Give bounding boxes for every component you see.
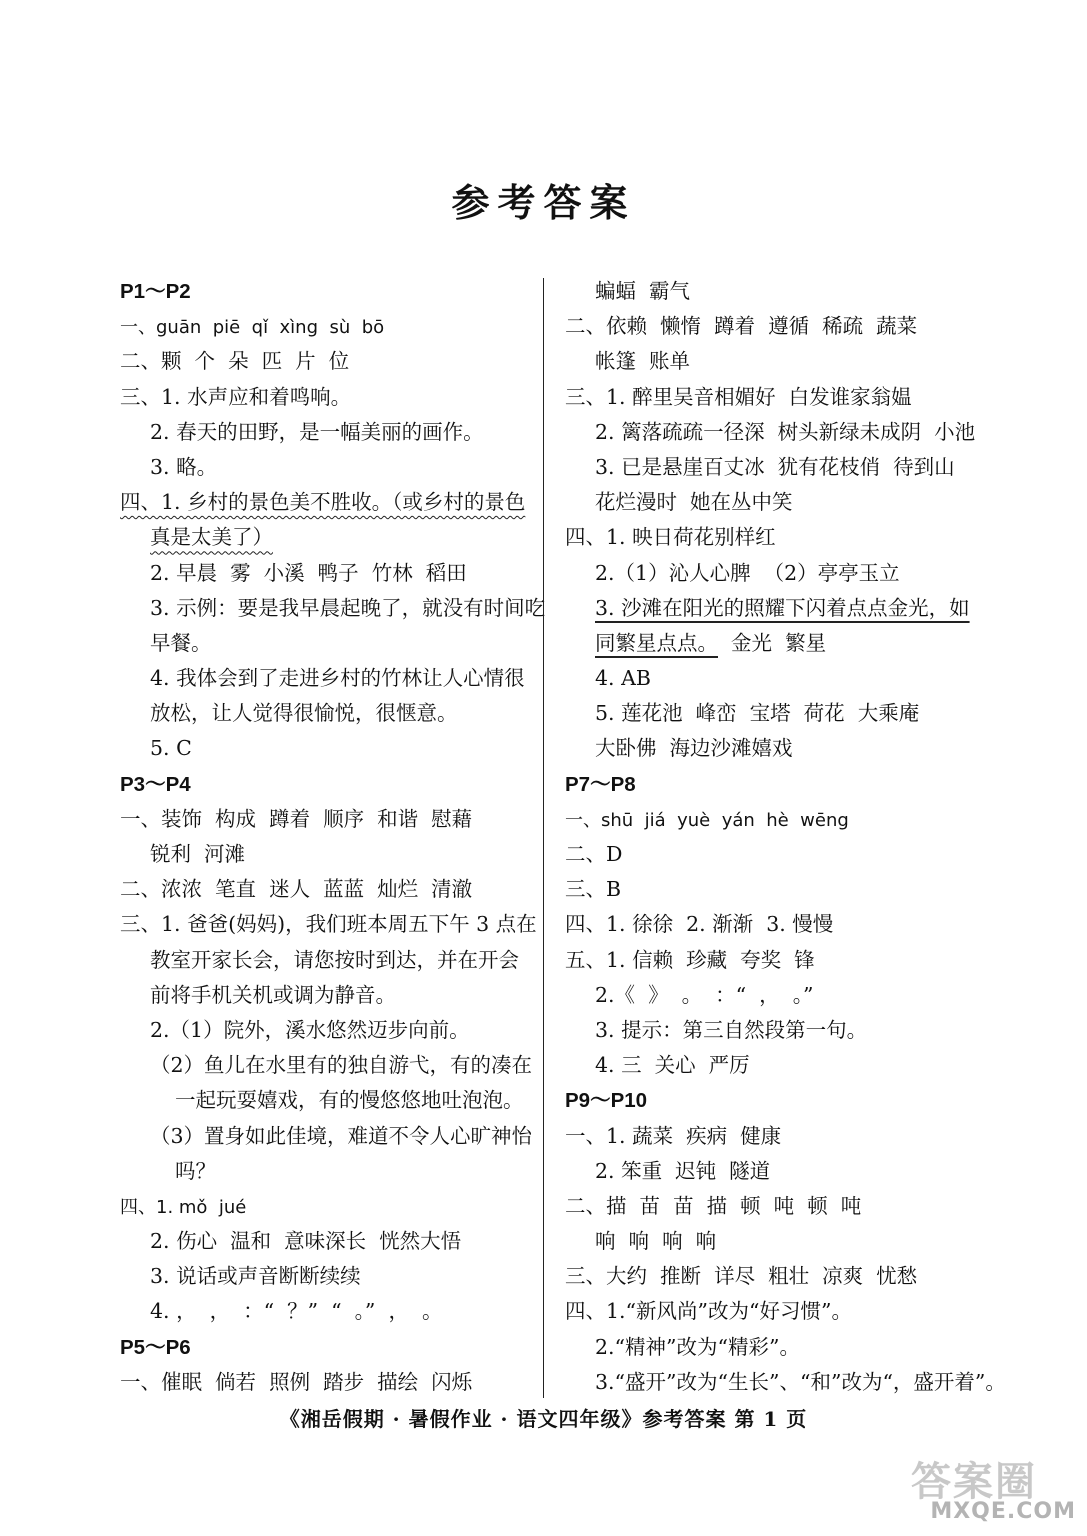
answer-line xyxy=(120,696,560,731)
answer-text: P9～P10 xyxy=(565,1089,648,1113)
section-heading xyxy=(120,274,560,309)
answer-line xyxy=(120,943,560,978)
answer-text: 教室开家长会，请您按时到达，并在开会 xyxy=(150,947,519,972)
answer-line xyxy=(120,626,560,661)
answer-text: 三、B xyxy=(565,877,622,902)
answer-line xyxy=(120,344,560,379)
answer-text: 一、装饰 构成 蹲着 顺序 和谐 慰藉 xyxy=(120,806,473,831)
answer-text: 2. 篱落疏疏一径深 树头新绿未成阴 小池 xyxy=(595,419,976,444)
answer-line xyxy=(120,661,560,696)
answer-line xyxy=(565,731,985,766)
answer-text: 3. 说话或声音断断续续 xyxy=(150,1264,361,1289)
column-divider xyxy=(543,278,544,1398)
answer-text: 三、大约 推断 详尽 粗壮 凉爽 忧愁 xyxy=(565,1264,918,1289)
answer-text: 早餐。 xyxy=(150,630,212,655)
answer-text: 3. 示例：要是我早晨起晚了，就没有时间吃 xyxy=(150,595,546,620)
answer-text: 四、1. 徐徐 2. 渐渐 3. 慢慢 xyxy=(565,912,834,937)
answer-line xyxy=(565,802,985,837)
answer-line xyxy=(120,520,560,555)
answer-text: 一、guān piē qǐ xìng sù bō xyxy=(120,317,385,339)
answer-text: 3. 已是悬崖百丈冰 犹有花枝俏 待到山 xyxy=(595,454,955,479)
answer-text: 2. 早晨 雾 小溪 鸭子 竹林 稻田 xyxy=(150,560,467,585)
answer-line xyxy=(565,344,985,379)
answer-line xyxy=(120,1154,560,1189)
answer-text: 3. 沙滩在阳光的照耀下闪着点点金光，如 xyxy=(595,595,970,620)
answer-text: 前将手机关机或调为静音。 xyxy=(150,982,396,1007)
answer-line xyxy=(120,1224,560,1259)
answer-text: 4. 我体会到了走进乡村的竹林让人心情很 xyxy=(150,666,525,691)
answer-line xyxy=(565,1154,985,1189)
answer-line xyxy=(120,731,560,766)
answer-line xyxy=(120,1048,560,1083)
answer-text: 响 响 响 响 xyxy=(595,1229,717,1254)
answer-text: 四、1. 乡村的景色美不胜收。（或乡村的景色 xyxy=(120,490,526,515)
answer-text: 放松，让人觉得很愉悦，很惬意。 xyxy=(150,701,458,726)
answer-line xyxy=(120,1259,560,1294)
answer-text: 一起玩耍嬉戏，有的慢悠悠地吐泡泡。 xyxy=(175,1088,524,1113)
section-heading xyxy=(120,1330,560,1365)
answer-line xyxy=(565,907,985,942)
answer-text-tail: 金光 繁星 xyxy=(718,630,827,655)
answer-line xyxy=(565,1259,985,1294)
answer-text: 一、1. 蔬菜 疾病 健康 xyxy=(565,1123,782,1148)
answer-line xyxy=(120,1013,560,1048)
answer-line xyxy=(565,380,985,415)
answer-text: 锐利 河滩 xyxy=(150,842,246,866)
answer-line xyxy=(120,485,560,520)
answer-line xyxy=(120,907,560,942)
answer-line xyxy=(120,309,560,344)
answers-left-column xyxy=(120,274,560,1400)
answer-text: 二、浓浓 笔直 迷人 蓝蓝 灿烂 清澈 xyxy=(120,877,473,902)
answer-text: 4. ， ， ：“ ？” “ 。” ， 。 xyxy=(150,1299,443,1324)
answer-line xyxy=(565,978,985,1013)
answer-text: 2. 春天的田野，是一幅美丽的画作。 xyxy=(150,419,484,444)
answer-line xyxy=(120,1294,560,1329)
answer-text: 同繁星点点。 xyxy=(595,630,718,655)
answer-text: 真是太美了） xyxy=(150,525,273,550)
answer-text: 5. C xyxy=(150,736,192,761)
answer-text: 一、催眠 倘若 照例 踏步 描绘 闪烁 xyxy=(120,1369,473,1394)
answer-text: 三、1. 醉里吴音相媚好 白发谁家翁媪 xyxy=(565,384,912,409)
answer-line xyxy=(120,1119,560,1154)
answer-text: 五、1. 信赖 珍藏 夸奖 锋 xyxy=(565,947,815,972)
answer-text: 花烂漫时 她在丛中笑 xyxy=(595,490,793,515)
answer-line xyxy=(120,450,560,485)
answer-text: 3.“盛开”改为“生长”、“和”改为“，盛开着”。 xyxy=(595,1369,1006,1394)
answer-line xyxy=(565,1224,985,1259)
answer-text: 3. 提示：第三自然段第一句。 xyxy=(595,1017,868,1042)
answer-line xyxy=(120,978,560,1013)
answer-line xyxy=(565,1330,985,1365)
answer-text: 2.《 》 。 ：“ ， 。” xyxy=(595,982,814,1007)
answer-text: P1～P2 xyxy=(120,280,191,303)
answer-line xyxy=(120,1189,560,1224)
answer-line xyxy=(565,1013,985,1048)
answer-text: 2.（1）沁人心脾 （2）亭亭玉立 xyxy=(595,560,900,585)
answer-line xyxy=(120,1083,560,1118)
answer-line xyxy=(565,1189,985,1224)
section-heading xyxy=(565,767,985,802)
answer-line xyxy=(565,520,985,555)
answer-text: 2.（1）院外，溪水悠然迈步向前。 xyxy=(150,1017,470,1042)
answer-line xyxy=(565,591,985,626)
answer-text: 4. AB xyxy=(595,666,651,691)
answer-text: 4. 三 关心 严厉 xyxy=(595,1053,750,1078)
answer-text: 二、D xyxy=(565,842,623,866)
answer-text: 吗？ xyxy=(175,1158,216,1183)
answer-line xyxy=(120,1365,560,1400)
answer-line xyxy=(120,837,560,872)
answer-line xyxy=(565,485,985,520)
answer-line xyxy=(565,450,985,485)
answer-text: 大卧佛 海边沙滩嬉戏 xyxy=(595,736,793,761)
answer-line xyxy=(565,626,985,661)
answer-line xyxy=(120,415,560,450)
answer-text: 2. 伤心 温和 意味深长 恍然大悟 xyxy=(150,1229,462,1254)
answer-text: 蝙蝠 霸气 xyxy=(595,279,691,303)
answer-text: 四、1. mǒ jué xyxy=(120,1196,247,1218)
watermark-site: MXQE.COM xyxy=(930,1499,1076,1524)
answer-text: P3～P4 xyxy=(120,772,191,796)
answer-text: 三、1. 爸爸(妈妈)，我们班本周五下午 3 点在 xyxy=(120,912,537,937)
answer-line xyxy=(565,943,985,978)
answer-text: 一、shū jiá yuè yán hè wēng xyxy=(565,809,849,831)
answer-text: 帐篷 账单 xyxy=(595,349,691,374)
answer-line xyxy=(565,661,985,696)
answer-text: 2.“精神”改为“精彩”。 xyxy=(595,1334,800,1359)
answer-text: 二、描 苗 苗 描 顿 吨 顿 吨 xyxy=(565,1193,862,1218)
section-heading xyxy=(565,1083,985,1118)
page-footer: 《湘岳假期 · 暑假作业 · 语文四年级》参考答案 第 1 页 xyxy=(279,1407,808,1431)
watermark-mark: 答案圈 xyxy=(911,1459,1037,1505)
answer-line xyxy=(565,309,985,344)
answer-line xyxy=(120,872,560,907)
answer-text: 二、颗 个 朵 匹 片 位 xyxy=(120,349,350,374)
answer-line xyxy=(565,1119,985,1154)
answer-text: 三、1. 水声应和着鸣响。 xyxy=(120,384,352,409)
section-heading xyxy=(120,767,560,802)
answer-line xyxy=(120,591,560,626)
answer-text: 2. 笨重 迟钝 隧道 xyxy=(595,1158,771,1183)
watermark-logo xyxy=(905,1448,1080,1528)
answer-text: 四、1.“新风尚”改为“好习惯”。 xyxy=(565,1299,852,1324)
answer-line xyxy=(565,1048,985,1083)
answer-line xyxy=(120,802,560,837)
answer-line xyxy=(565,274,985,309)
answer-line xyxy=(565,1365,1006,1400)
answer-text: （3）置身如此佳境，难道不令人心旷神怡 xyxy=(150,1123,533,1148)
answer-line xyxy=(565,415,985,450)
answer-text: P5～P6 xyxy=(120,1335,191,1359)
answers-right-column xyxy=(565,274,1006,1400)
answer-line xyxy=(565,556,985,591)
answer-line xyxy=(565,696,985,731)
answer-text: 3. 略。 xyxy=(150,454,218,479)
answer-text: （2）鱼儿在水里有的独自游弋，有的凑在 xyxy=(150,1053,533,1078)
answer-text: 四、1. 映日荷花别样红 xyxy=(565,525,776,550)
answer-line xyxy=(565,872,985,907)
page-title: 参考答案 xyxy=(451,181,636,225)
answer-text: 5. 莲花池 峰峦 宝塔 荷花 大乘庵 xyxy=(595,701,920,726)
answer-line xyxy=(565,1294,985,1329)
answer-text: P7～P8 xyxy=(565,772,636,796)
answer-text: 二、依赖 懒惰 蹲着 遵循 稀疏 蔬菜 xyxy=(565,314,918,339)
answer-line xyxy=(120,556,560,591)
answer-line xyxy=(120,380,560,415)
answer-line xyxy=(565,837,985,872)
